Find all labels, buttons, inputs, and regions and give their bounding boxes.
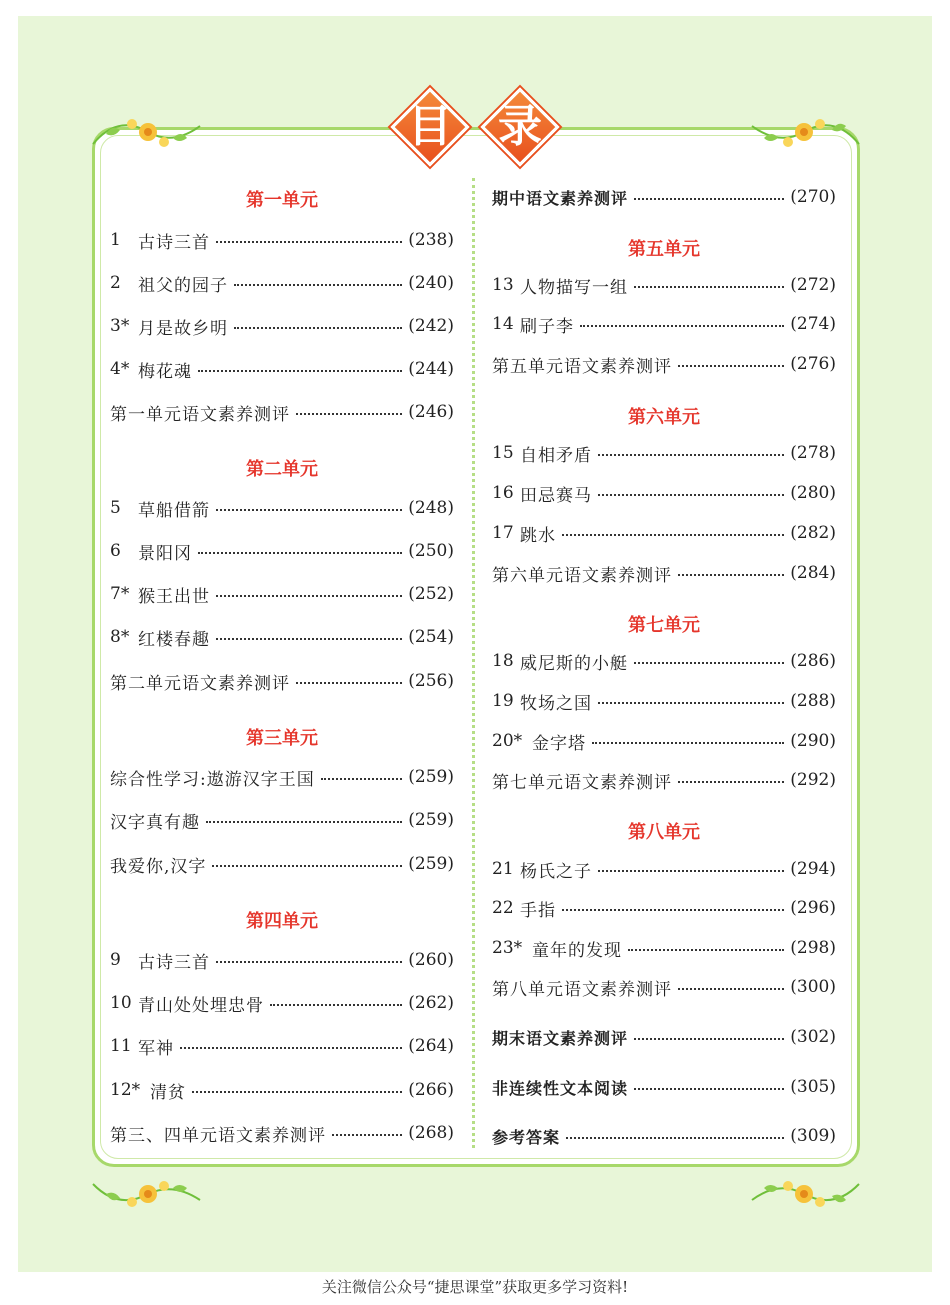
toc-entry[interactable]	[110, 398, 454, 426]
toc-entry[interactable]	[492, 439, 836, 467]
dot-leader	[234, 284, 402, 286]
entry-title: 古诗三首	[138, 232, 210, 253]
entry-title: 期中语文素养测评	[492, 188, 629, 208]
toc-entry[interactable]	[110, 226, 454, 254]
entry-number: 6	[110, 541, 121, 561]
entry-page-number: (300)	[790, 977, 836, 997]
entry-page-number: (278)	[790, 443, 836, 463]
toc-entry[interactable]	[492, 934, 836, 962]
dot-leader	[566, 1137, 784, 1139]
entry-title: 金字塔	[532, 733, 586, 754]
entry-page-number: (288)	[790, 691, 836, 711]
entry-number: 13	[492, 275, 514, 295]
entry-number: 10	[110, 993, 132, 1013]
column-divider	[472, 178, 475, 1148]
dot-leader	[296, 682, 402, 684]
toc-entry[interactable]	[492, 271, 836, 299]
dot-leader	[212, 865, 402, 867]
entry-title: 刷子李	[520, 316, 574, 337]
toc-entry[interactable]	[492, 766, 836, 794]
entry-title: 梅花魂	[138, 361, 192, 382]
dot-leader	[270, 1004, 402, 1006]
unit-heading: 第一单元	[246, 190, 318, 211]
unit-heading: 第八单元	[628, 822, 700, 843]
entry-page-number: (240)	[408, 273, 454, 293]
entry-title: 清贫	[150, 1082, 186, 1103]
toc-entry[interactable]	[492, 1122, 836, 1150]
toc-entry[interactable]	[492, 894, 836, 922]
entry-title: 田忌赛马	[520, 485, 592, 506]
toc-entry[interactable]	[492, 973, 836, 1001]
entry-page-number: (292)	[790, 770, 836, 790]
entry-page-number: (294)	[790, 859, 836, 879]
dot-leader	[198, 370, 402, 372]
entry-title: 祖父的园子	[138, 275, 228, 296]
toc-entry[interactable]	[492, 183, 836, 211]
dot-leader	[192, 1091, 402, 1093]
flower-ornament-icon	[88, 1162, 208, 1222]
unit-heading: 第四单元	[246, 911, 318, 932]
entry-title: 非连续性文本阅读	[492, 1078, 629, 1098]
entry-page-number: (238)	[408, 230, 454, 250]
entry-title: 第六单元语文素养测评	[492, 565, 672, 586]
entry-page-number: (252)	[408, 584, 454, 604]
entry-number: 5	[110, 498, 121, 518]
entry-page-number: (270)	[790, 187, 836, 207]
entry-page-number: (259)	[408, 767, 454, 787]
entry-title: 第八单元语文素养测评	[492, 979, 672, 1000]
entry-page-number: (274)	[790, 314, 836, 334]
dot-leader	[634, 286, 784, 288]
toc-entry[interactable]	[110, 850, 454, 878]
footer-note: 关注微信公众号“捷思课堂”获取更多学习资料!	[0, 1272, 950, 1302]
entry-title: 期末语文素养测评	[492, 1028, 629, 1048]
entry-number: 8*	[110, 627, 130, 647]
dot-leader	[678, 574, 784, 576]
entry-title: 猴王出世	[138, 586, 210, 607]
dot-leader	[598, 454, 784, 456]
toc-entry[interactable]	[110, 623, 454, 651]
entry-number: 14	[492, 314, 514, 334]
toc-entry[interactable]	[110, 537, 454, 565]
dot-leader	[634, 198, 784, 200]
entry-page-number: (309)	[790, 1126, 836, 1146]
entry-number: 3*	[110, 316, 130, 336]
entry-page-number: (266)	[408, 1080, 454, 1100]
entry-number: 12*	[110, 1080, 141, 1100]
toc-entry[interactable]	[110, 946, 454, 974]
entry-title: 人物描写一组	[520, 277, 628, 298]
entry-number: 2	[110, 273, 121, 293]
entry-page-number: (286)	[790, 651, 836, 671]
dot-leader	[234, 327, 402, 329]
entry-title: 杨氏之子	[520, 861, 592, 882]
toc-entry[interactable]	[110, 1032, 454, 1060]
entry-title: 童年的发现	[532, 940, 622, 961]
entry-title: 汉字真有趣	[110, 812, 200, 833]
page-title	[380, 96, 570, 158]
entry-page-number: (260)	[408, 950, 454, 970]
toc-entry[interactable]	[110, 312, 454, 340]
toc-entry[interactable]	[110, 580, 454, 608]
entry-number: 11	[110, 1036, 132, 1056]
flower-ornament-icon	[744, 104, 864, 164]
entry-page-number: (254)	[408, 627, 454, 647]
title-char: 目	[408, 101, 452, 152]
entry-page-number: (262)	[408, 993, 454, 1013]
entry-number: 21	[492, 859, 514, 879]
entry-page-number: (256)	[408, 671, 454, 691]
entry-number: 15	[492, 443, 514, 463]
toc-entry[interactable]	[110, 806, 454, 834]
entry-page-number: (248)	[408, 498, 454, 518]
flower-ornament-icon	[744, 1162, 864, 1222]
entry-page-number: (250)	[408, 541, 454, 561]
entry-page-number: (259)	[408, 810, 454, 830]
entry-page-number: (259)	[408, 854, 454, 874]
entry-number: 7*	[110, 584, 130, 604]
entry-title: 参考答案	[492, 1127, 561, 1147]
entry-page-number: (280)	[790, 483, 836, 503]
entry-page-number: (244)	[408, 359, 454, 379]
entry-title: 军神	[138, 1038, 174, 1059]
toc-entry[interactable]	[110, 989, 454, 1017]
dot-leader	[678, 988, 784, 990]
toc-entry[interactable]	[492, 350, 836, 378]
unit-heading: 第三单元	[246, 728, 318, 749]
dot-leader	[321, 778, 403, 780]
dot-leader	[296, 413, 402, 415]
toc-entry[interactable]	[492, 1023, 836, 1051]
entry-title: 古诗三首	[138, 952, 210, 973]
entry-title: 自相矛盾	[520, 445, 592, 466]
toc-entry[interactable]	[110, 494, 454, 522]
entry-title: 红楼春趣	[138, 629, 210, 650]
unit-heading: 第六单元	[628, 407, 700, 428]
toc-entry[interactable]	[492, 727, 836, 755]
title-char: 录	[498, 101, 542, 152]
entry-title: 第五单元语文素养测评	[492, 356, 672, 377]
toc-entry[interactable]	[110, 1119, 454, 1147]
entry-title: 跳水	[520, 525, 556, 546]
entry-page-number: (298)	[790, 938, 836, 958]
entry-number: 23*	[492, 938, 523, 958]
toc-entry[interactable]	[492, 479, 836, 507]
toc-entry[interactable]	[110, 1076, 454, 1104]
dot-leader	[598, 494, 784, 496]
dot-leader	[562, 534, 784, 536]
unit-heading: 第七单元	[628, 615, 700, 636]
entry-page-number: (305)	[790, 1077, 836, 1097]
entry-number: 9	[110, 950, 121, 970]
entry-number: 4*	[110, 359, 130, 379]
toc-entry[interactable]	[492, 519, 836, 547]
toc-entry[interactable]	[110, 667, 454, 695]
entry-page-number: (264)	[408, 1036, 454, 1056]
dot-leader	[580, 325, 784, 327]
dot-leader	[332, 1134, 402, 1136]
dot-leader	[634, 1038, 784, 1040]
toc-entry[interactable]	[492, 559, 836, 587]
dot-leader	[634, 662, 784, 664]
entry-title: 第一单元语文素养测评	[110, 404, 290, 425]
dot-leader	[206, 821, 402, 823]
dot-leader	[198, 552, 402, 554]
entry-number: 22	[492, 898, 514, 918]
dot-leader	[628, 949, 784, 951]
unit-heading: 第五单元	[628, 239, 700, 260]
dot-leader	[216, 595, 402, 597]
dot-leader	[598, 702, 784, 704]
entry-page-number: (268)	[408, 1123, 454, 1143]
dot-leader	[562, 909, 784, 911]
toc-entry[interactable]	[110, 355, 454, 383]
entry-page-number: (246)	[408, 402, 454, 422]
entry-title: 景阳冈	[138, 543, 192, 564]
toc-entry[interactable]	[492, 647, 836, 675]
dot-leader	[216, 961, 402, 963]
dot-leader	[678, 365, 784, 367]
dot-leader	[592, 742, 784, 744]
toc-entry[interactable]	[110, 763, 454, 791]
entry-title: 综合性学习:遨游汉字王国	[110, 769, 315, 790]
entry-title: 青山处处埋忠骨	[138, 995, 264, 1016]
entry-number: 19	[492, 691, 514, 711]
entry-page-number: (276)	[790, 354, 836, 374]
dot-leader	[598, 870, 784, 872]
entry-page-number: (242)	[408, 316, 454, 336]
toc-entry[interactable]	[492, 687, 836, 715]
toc-entry[interactable]	[492, 1073, 836, 1101]
entry-page-number: (290)	[790, 731, 836, 751]
entry-number: 16	[492, 483, 514, 503]
entry-title: 威尼斯的小艇	[520, 653, 628, 674]
entry-number: 20*	[492, 731, 523, 751]
entry-title: 我爱你,汉字	[110, 856, 207, 877]
dot-leader	[216, 241, 402, 243]
entry-page-number: (272)	[790, 275, 836, 295]
entry-title: 第二单元语文素养测评	[110, 673, 290, 694]
toc-entry[interactable]	[492, 310, 836, 338]
entry-title: 第七单元语文素养测评	[492, 772, 672, 793]
toc-entry[interactable]	[492, 855, 836, 883]
toc-entry[interactable]	[110, 269, 454, 297]
dot-leader	[678, 781, 784, 783]
entry-number: 17	[492, 523, 514, 543]
entry-page-number: (284)	[790, 563, 836, 583]
entry-title: 草船借箭	[138, 500, 210, 521]
unit-heading: 第二单元	[246, 459, 318, 480]
entry-number: 1	[110, 230, 121, 250]
entry-page-number: (302)	[790, 1027, 836, 1047]
dot-leader	[216, 509, 402, 511]
dot-leader	[216, 638, 402, 640]
entry-number: 18	[492, 651, 514, 671]
entry-title: 牧场之国	[520, 693, 592, 714]
entry-title: 第三、四单元语文素养测评	[110, 1125, 326, 1146]
entry-page-number: (296)	[790, 898, 836, 918]
entry-page-number: (282)	[790, 523, 836, 543]
flower-ornament-icon	[88, 104, 208, 164]
dot-leader	[634, 1088, 784, 1090]
dot-leader	[180, 1047, 402, 1049]
entry-title: 月是故乡明	[138, 318, 228, 339]
entry-title: 手指	[520, 900, 556, 921]
